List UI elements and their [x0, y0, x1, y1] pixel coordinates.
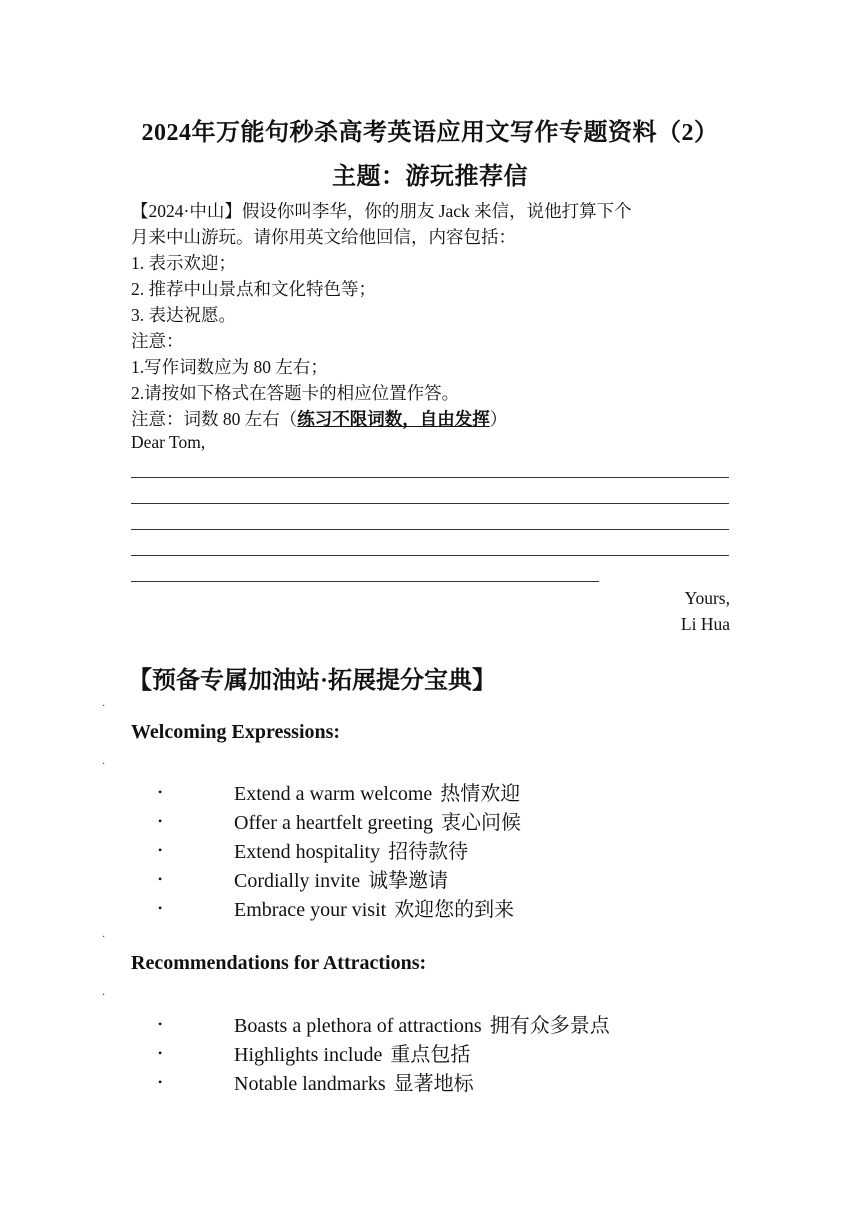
item-english: Cordially invite	[234, 870, 361, 892]
letter-salutation: Dear Tom,	[131, 432, 206, 452]
bullet-icon: •	[158, 872, 163, 886]
notes-label: 注意：	[131, 331, 184, 351]
supplement-heading: 【预备专属加油站·拓展提分宝典】	[128, 668, 497, 694]
answer-line	[131, 503, 729, 504]
item-chinese: 衷心问候	[440, 812, 521, 834]
word-count-note	[131, 406, 507, 431]
item-chinese: 重点包括	[390, 1044, 471, 1066]
item-chinese: 显著地标	[393, 1073, 474, 1095]
list-item	[234, 864, 448, 893]
item-english: Notable landmarks	[234, 1073, 386, 1095]
word-count-prefix: 注意：词数 80 左右（	[131, 409, 298, 429]
bullet-icon: •	[158, 1075, 163, 1089]
page-title: 2024年万能句秒杀高考英语应用文写作专题资料（2）	[141, 120, 719, 146]
prompt-intro-line-2: 月来中山游玩。请你用英文给他回信，内容包括：	[131, 227, 516, 247]
letter-signature: Li Hua	[680, 614, 730, 634]
paragraph-mark: ·	[102, 701, 106, 712]
list-item	[234, 806, 521, 835]
item-chinese: 热情欢迎	[440, 783, 521, 805]
item-english: Embrace your visit	[234, 899, 387, 921]
answer-line	[131, 477, 729, 478]
list-item	[234, 893, 514, 922]
note-2: 2.请按如下格式在答题卡的相应位置作答。	[131, 383, 460, 403]
bullet-icon: •	[158, 814, 163, 828]
item-english: Boasts a plethora of attractions	[234, 1015, 482, 1037]
item-chinese: 拥有众多景点	[489, 1015, 610, 1037]
list-item	[234, 1067, 474, 1096]
item-chinese: 招待款待	[388, 841, 469, 863]
letter-closing: Yours,	[684, 588, 730, 608]
bullet-icon: •	[158, 785, 163, 799]
bullet-icon: •	[158, 1017, 163, 1031]
list-item	[234, 835, 468, 864]
answer-line	[131, 555, 729, 556]
bullet-icon: •	[158, 901, 163, 915]
bullet-icon: •	[158, 1046, 163, 1060]
list-item	[234, 1038, 470, 1067]
word-count-suffix: ）	[489, 409, 508, 429]
item-english: Extend hospitality	[234, 841, 381, 863]
prompt-point-1: 1. 表示欢迎；	[131, 253, 236, 273]
prompt-point-3: 3. 表达祝愿。	[131, 305, 236, 325]
bullet-icon: •	[158, 843, 163, 857]
paragraph-mark: ·	[102, 990, 106, 1001]
answer-line	[131, 581, 599, 582]
item-chinese: 诚挚邀请	[368, 870, 449, 892]
section-title-welcoming: Welcoming Expressions:	[131, 721, 341, 743]
item-english: Extend a warm welcome	[234, 783, 433, 805]
item-chinese: 欢迎您的到来	[394, 899, 515, 921]
prompt-intro-line-1: 【2024·中山】假设你叫李华，你的朋友 Jack 来信，说他打算下个	[131, 201, 632, 221]
list-item	[234, 1009, 610, 1038]
answer-line	[131, 529, 729, 530]
paragraph-mark: ·	[102, 759, 106, 770]
word-count-emphasis: 练习不限词数，自由发挥	[297, 409, 490, 429]
item-english: Highlights include	[234, 1044, 383, 1066]
paragraph-mark: ·	[102, 932, 106, 943]
note-1: 1.写作词数应为 80 左右；	[131, 357, 328, 377]
page-subtitle: 主题：游玩推荐信	[332, 164, 528, 190]
section-title-attractions: Recommendations for Attractions:	[131, 952, 427, 974]
prompt-point-2: 2. 推荐中山景点和文化特色等；	[131, 279, 376, 299]
list-item	[234, 777, 520, 806]
item-english: Offer a heartfelt greeting	[234, 812, 433, 834]
